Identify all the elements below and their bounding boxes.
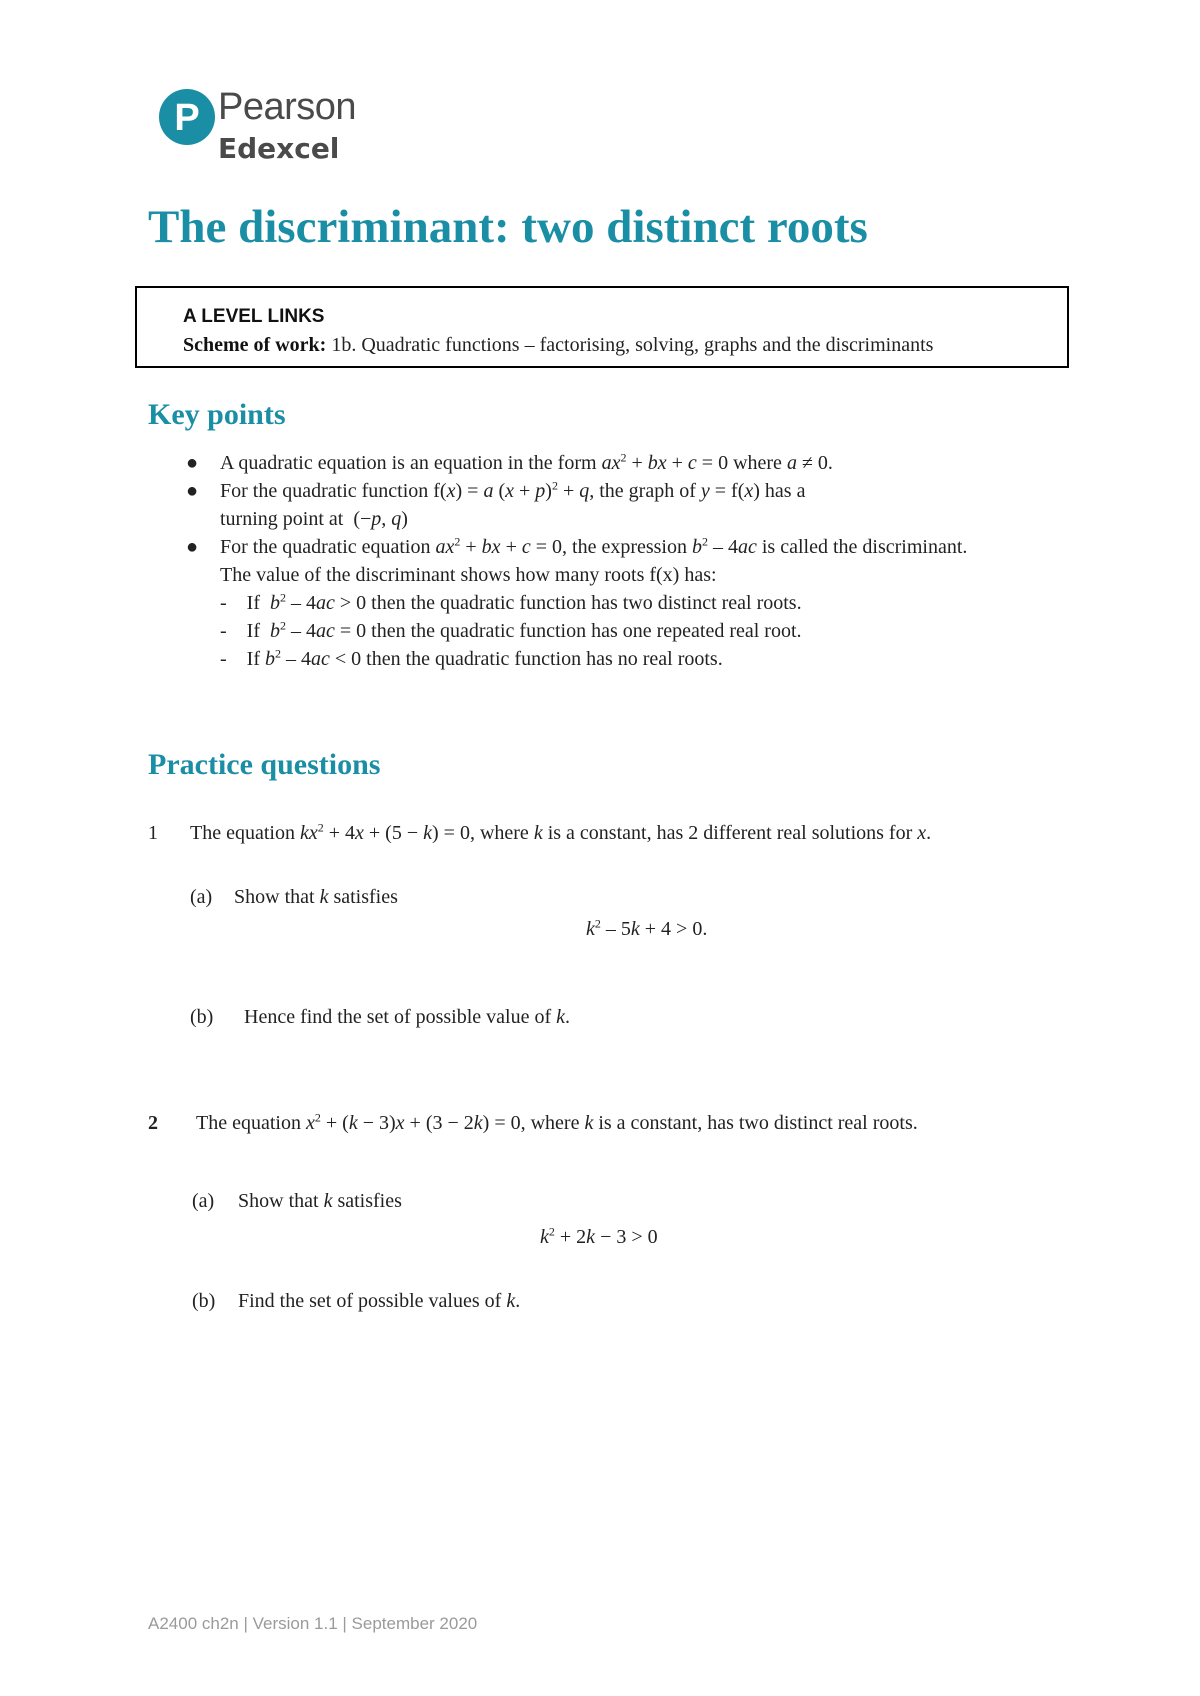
key-point-2-cont: turning point at (−p, q): [220, 508, 408, 530]
question-1-stem: The equation $kx^2 + 4x + (5 - k) = 0$, where k is a constant, has 2 different real solutions for x.: [190, 820, 932, 844]
page-title: The discriminant: two distinct roots: [148, 201, 868, 253]
pearson-logo-icon: [152, 82, 222, 152]
question-1a-inequality: $k^2 - 5k + 4 > 0$.: [586, 916, 708, 940]
key-points-heading: Key points: [148, 398, 286, 431]
key-point-1: A quadratic equation is an equation in the form $ax^2$ + bx + c = 0 where a ≠ 0.: [220, 450, 833, 474]
scheme-of-work: [183, 334, 933, 357]
key-point-3: For the quadratic equation $ax^2$ + bx + c = 0, the expression $b^2 - 4ac$ is called the discriminant.: [220, 534, 968, 558]
key-point-3-cont: The value of the discriminant shows how many roots f(x) has:: [220, 564, 717, 586]
links-heading: A LEVEL LINKS: [183, 306, 325, 327]
svg-text:P: P: [174, 97, 200, 139]
question-1b-label: (b): [190, 1006, 214, 1028]
question-2b-label: (b): [192, 1290, 216, 1312]
question-2-stem: The equation $x^2 + (k - 3)x + (3 - 2k) = 0$, where k is a constant, has two distinct real roots.: [196, 1110, 918, 1134]
bullet-icon: ●: [186, 536, 199, 558]
practice-questions-heading: Practice questions: [148, 748, 381, 781]
question-1-number: 1: [148, 822, 158, 844]
scheme-label: Scheme of work:: [183, 334, 327, 356]
pearson-edexcel-logo: [152, 82, 362, 172]
discriminant-case-positive: - If $b^2 - 4ac > 0$ then the quadratic function has two distinct real roots.: [220, 590, 802, 614]
question-2a-label: (a): [192, 1190, 215, 1212]
question-1a-text: Show that k satisfies: [234, 886, 398, 908]
question-2b-text: Find the set of possible values of k.: [238, 1290, 521, 1312]
a-level-links-box: [135, 286, 1069, 368]
question-1a-label: (a): [190, 886, 213, 908]
discriminant-case-zero: - If $b^2 - 4ac = 0$ then the quadratic function has one repeated real root.: [220, 618, 802, 642]
key-point-2: For the quadratic function f(x) = a $(x + p)^2 + q$, the graph of y = f(x) has a: [220, 478, 806, 502]
bullet-icon: ●: [186, 480, 199, 502]
scheme-text: 1b. Quadratic functions – factorising, solving, graphs and the discriminants: [331, 334, 934, 356]
logo-sub-text: Edexcel: [218, 132, 340, 165]
question-2-number: 2: [148, 1112, 158, 1134]
question-2a-text: Show that k satisfies: [238, 1190, 402, 1212]
bullet-icon: ●: [186, 452, 199, 474]
discriminant-case-negative: - If $b^2 - 4ac < 0$ then the quadratic function has no real roots.: [220, 646, 723, 670]
logo-brand-text: Pearson: [218, 86, 357, 128]
page-footer: A2400 ch2n | Version 1.1 | September 2020: [148, 1614, 478, 1633]
question-2a-inequality: $k^2 + 2k - 3 > 0$: [540, 1224, 658, 1248]
question-1b-text: Hence find the set of possible value of k.: [244, 1006, 571, 1028]
